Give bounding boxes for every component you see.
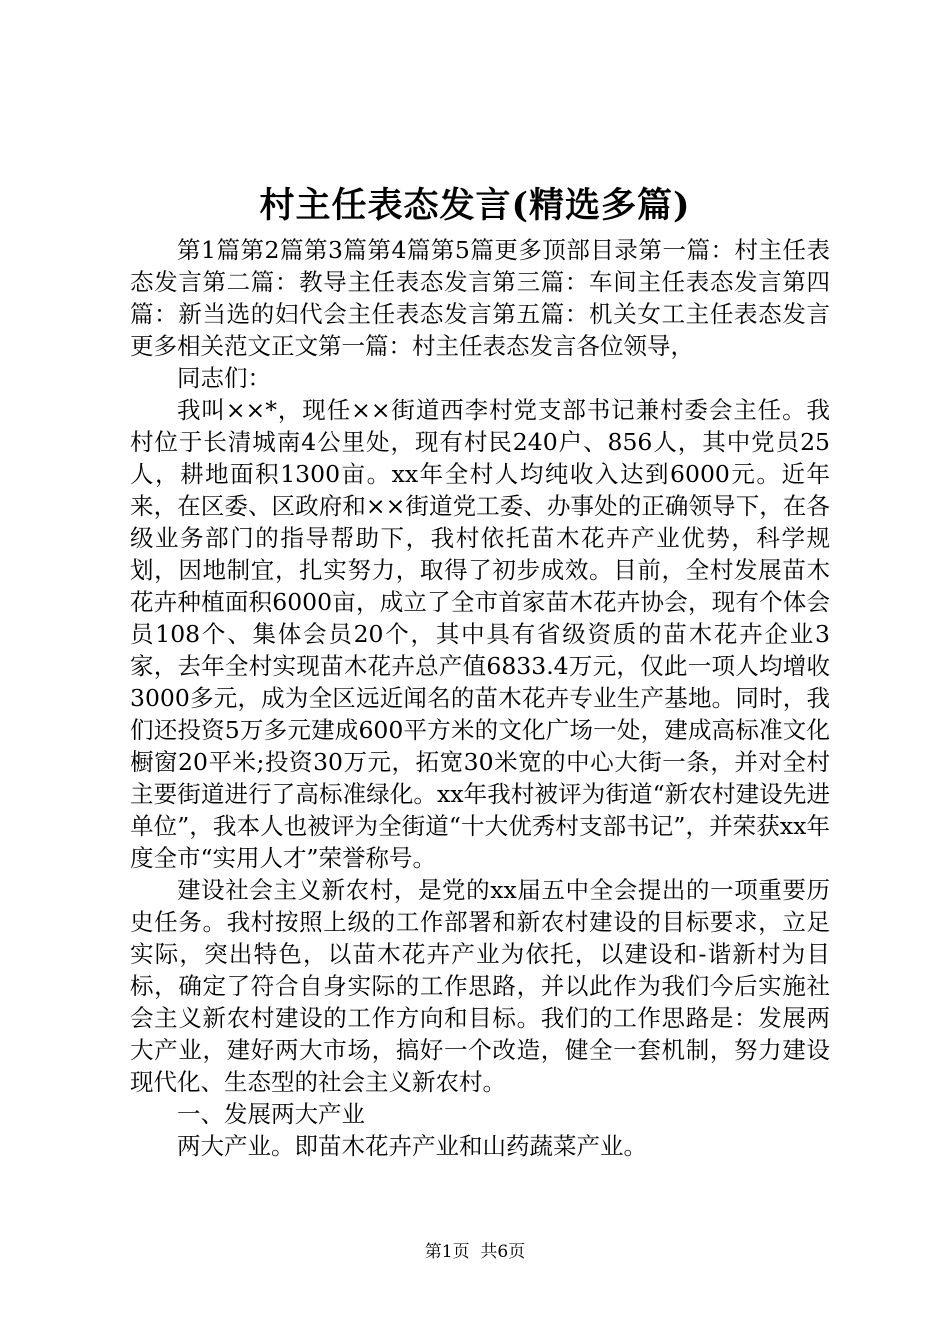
- document-body: [130, 234, 830, 1162]
- paragraph-table-of-contents: 第1篇第2篇第3篇第4篇第5篇更多顶部目录第一篇：村主任表态发言第二篇：教导主任表态发言第三篇：车间主任表态发言第四篇：新当选的妇代会主任表态发言第五篇：机关女工主任表态发言更多相关范文正文第一篇：村主任表态发言各位领导，: [130, 236, 830, 360]
- paragraph-industries: 两大产业。即苗木花卉产业和山药蔬菜产业。: [177, 1132, 647, 1160]
- page-number-footer: 第1页 共6页: [424, 1242, 526, 1262]
- paragraph-introduction: 我叫××*，现任××街道西李村党支部书记兼村委会主任。我村位于长清城南4公里处，现有村民240户、856人，其中党员25人，耕地面积1300亩。xx年全村人均纯收入达到6000元。近年来，在区委、区政府和××街道党工委、办事处的正确领导下，在各级业务部门的指导帮助下，我村依托苗木花卉产业优势，科学规划，因地制宜，扎实努力，取得了初步成效。目前，全村发展苗木花卉种植面积6000亩，成立了全市首家苗木花卉协会，现有个体会员108个、集体会员20个，其中具有省级资质的苗木花卉企业3家，去年全村实现苗木花卉总产值6833.4万元，仅此一项人均增收3000多元，成为全区远近闻名的苗木花卉专业生产基地。同时，我们还投资5万多元建成600平方米的文化广场一处，建成高标准文化橱窗20平米;投资30万元，拓宽30米宽的中心大街一条，并对全村主要街道进行了高标准绿化。xx年我村被评为街道“新农村建设先进单位”，我本人也被评为全街道“十大优秀村支部书记”，并荣获xx年度全市“实用人才”荣誉称号。: [130, 396, 830, 872]
- section-heading: 一、发展两大产业: [177, 1100, 365, 1128]
- paragraph-work-plan: 建设社会主义新农村，是党的xx届五中全会提出的一项重要历史任务。我村按照上级的工作部署和新农村建设的目标要求，立足实际，突出特色，以苗木花卉产业为依托，以建设和-谐新村为目标，确定了符合自身实际的工作思路，并以此作为我们今后实施社会主义新农村建设的工作方向和目标。我们的工作思路是：发展两大产业，建好两大市场，搞好一个改造，健全一套机制，努力建设现代化、生态型的社会主义新农村。: [130, 876, 830, 1096]
- document-title: 村主任表态发言(精选多篇): [259, 185, 691, 226]
- paragraph-salutation: 同志们：: [177, 364, 271, 392]
